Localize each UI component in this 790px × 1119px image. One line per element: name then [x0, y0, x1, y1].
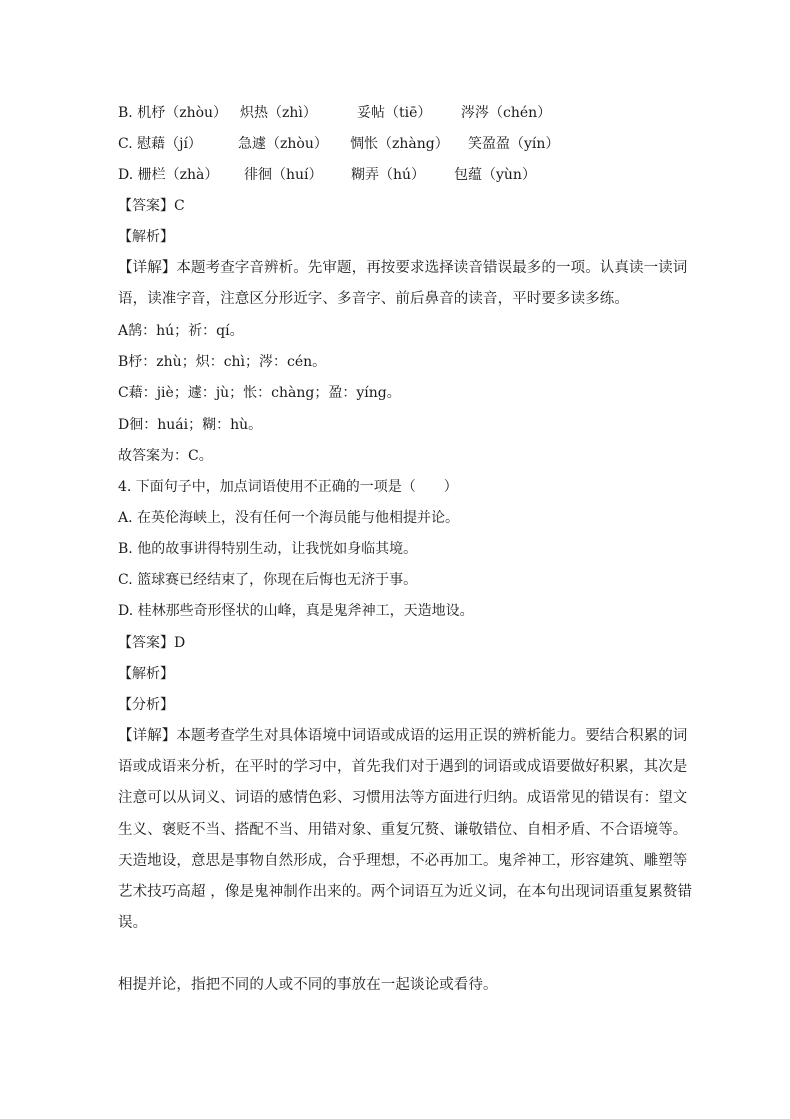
q3-option-b-word-2: 炽热（zhì） — [240, 105, 317, 121]
q4-option-b: B. 他的故事讲得特别生动，让我恍如身临其境。 — [118, 541, 418, 557]
q3-detail-line-2: 语，读准字音，注意区分形近字、多音字、前后鼻音的读音，平时要多读多练。 — [118, 291, 629, 307]
q3-option-d-word-3: 糊弄（hú） — [351, 167, 426, 183]
q3-line-a: A鹄：hú；祈：qí。 — [118, 323, 244, 339]
q3-option-c-word-4: 笑盈盈（yín） — [468, 136, 560, 152]
q4-question: 4. 下面句子中，加点词语使用不正确的一项是（ ） — [118, 479, 458, 495]
q3-answer: 【答案】C — [118, 198, 185, 214]
q4-detail-line-3: 注意可以从词义、词语的感情色彩、习惯用法等方面进行归纳。成语常见的错误有：望文 — [118, 790, 688, 806]
q3-option-c — [118, 135, 678, 153]
q3-final-answer: 故答案为：C。 — [118, 448, 213, 464]
q3-option-b-word-3: 妥帖（tiē） — [357, 105, 432, 121]
q4-detail-line-8: 相提并论，指把不同的人或不同的事放在一起谈论或看待。 — [118, 977, 498, 993]
q3-line-d: D徊：huái；糊：hù。 — [118, 417, 263, 433]
q3-detail-line-1: 【详解】本题考查字音辨析。先审题，再按要求选择读音错误最多的一项。认真读一读词 — [118, 260, 688, 276]
q3-option-c-word-3: 惆怅（zhàng） — [350, 136, 449, 152]
q4-answer: 【答案】D — [118, 635, 186, 651]
q4-detail-line-2: 语或成语来分析，在平时的学习中，首先我们对于遇到的词语或成语要做好积累，其次是 — [118, 759, 688, 775]
q4-detail-line-6: 艺术技巧高超 ，像是鬼神制作出来的。两个词语互为近义词，在本句出现词语重复累赘错 — [118, 884, 693, 900]
q3-option-d-word-4: 包蕴（yùn） — [454, 167, 536, 183]
q4-option-d: D. 桂林那些奇形怪状的山峰，真是鬼斧神工，天造地设。 — [118, 603, 474, 619]
q4-detail-line-5: 天造地设，意思是事物自然形成，合乎理想，不必再加工。鬼斧神工，形容建筑、雕塑等 — [118, 853, 688, 869]
q3-option-d-word-2: 徘徊（huí） — [244, 167, 323, 183]
q3-option-b-word-4: 涔涔（chén） — [461, 105, 552, 121]
q4-analysis-heading: 【解析】 — [118, 666, 174, 682]
q4-detail-line-4: 生义、褒贬不当、搭配不当、用错对象、重复冗赘、谦敬错位、自相矛盾、不合语境等。 — [118, 822, 688, 838]
q3-analysis-heading: 【解析】 — [118, 229, 174, 245]
q4-fenxi-heading: 【分析】 — [118, 697, 174, 713]
q4-option-c: C. 篮球赛已经结束了，你现在后悔也无济于事。 — [118, 572, 418, 588]
q3-option-c-word-2: 急遽（zhòu） — [238, 136, 328, 152]
q3-option-b-word-1: B. 机杼（zhòu） — [118, 105, 228, 121]
q3-option-d-word-1: D. 栅栏（zhà） — [118, 167, 219, 183]
q4-option-a: A. 在英伦海峡上，没有任何一个海员能与他相提并论。 — [118, 510, 460, 526]
q4-detail-line-1: 【详解】本题考查学生对具体语境中词语或成语的运用正误的辨析能力。要结合积累的词 — [118, 728, 688, 744]
q4-detail-line-7: 误。 — [118, 915, 148, 931]
q3-option-c-word-1: C. 慰藉（jí） — [118, 136, 202, 152]
q3-option-d — [118, 166, 678, 184]
q3-line-c: C藉：jiè；遽：jù；怅：chàng；盈：yíng。 — [118, 385, 401, 401]
q3-line-b: B杼：zhù；炽：chì；涔：cén。 — [118, 354, 327, 370]
q3-option-b — [118, 104, 678, 122]
